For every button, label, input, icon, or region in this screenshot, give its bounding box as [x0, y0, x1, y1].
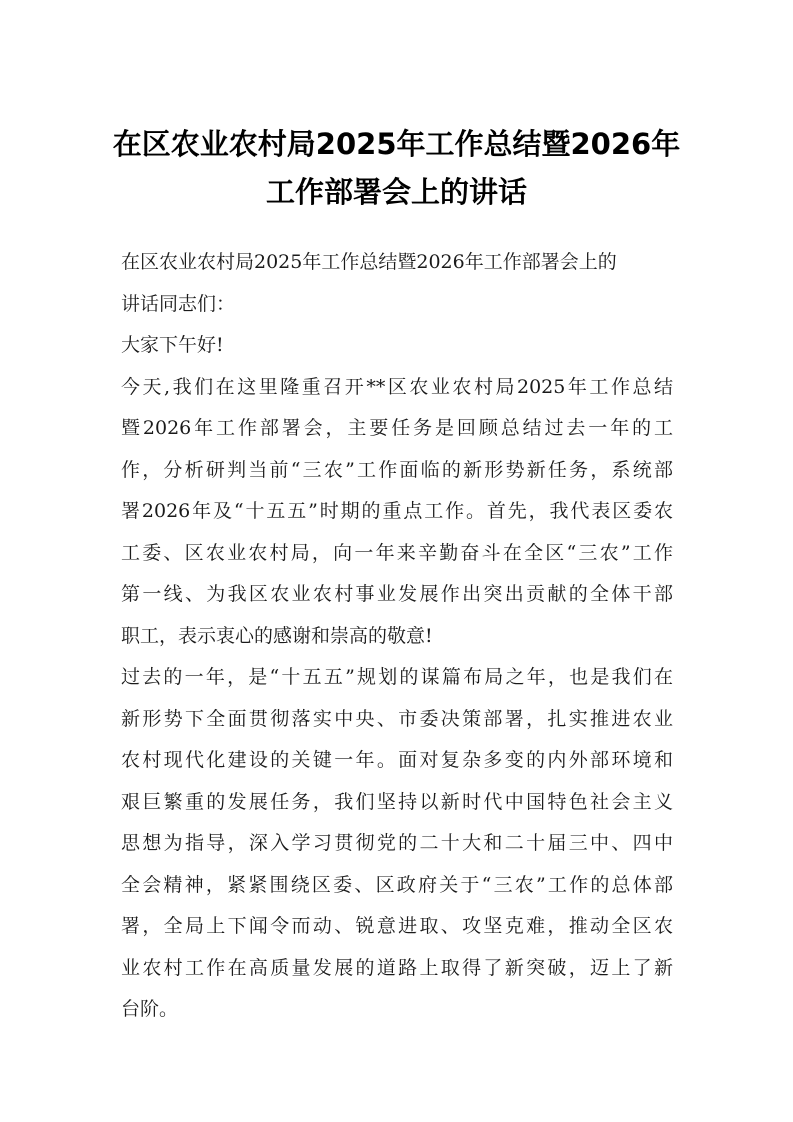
- text-line: 在区农业农村局2025年工作总结暨2026年工作部署会上的: [121, 251, 617, 273]
- document-title-line-1: 在区农业农村局2025年工作总结暨2026年: [112, 127, 681, 161]
- text-line: 农村现代化建设的关键一年。面对复杂多变的内外部环境和: [121, 749, 673, 771]
- text-line: 作，分析研判当前“三农”工作面临的新形势新任务，系统部: [121, 458, 673, 481]
- text-line: 业农村工作在高质量发展的道路上取得了新突破，迈上了新: [121, 956, 673, 979]
- text-line: 过去的一年，是“十五五”规划的谋篇布局之年，也是我们在: [121, 666, 673, 688]
- document-title-line-2: 工作部署会上的讲话: [265, 175, 527, 209]
- text-line: 全会精神，紧紧围绕区委、区政府关于“三农”工作的总体部: [121, 873, 673, 896]
- text-line: 工委、区农业农村局，向一年来辛勤奋斗在全区“三农”工作: [121, 541, 673, 564]
- text-line: 职工，表示衷心的感谢和崇高的敬意!: [121, 624, 433, 647]
- text-line: 艰巨繁重的发展任务，我们坚持以新时代中国特色社会主义: [121, 790, 673, 813]
- text-line: 署2026年及“十五五”时期的重点工作。首先，我代表区委农: [121, 500, 673, 522]
- text-line: 今天,我们在这里隆重召开**区农业农村局2025年工作总结: [121, 375, 673, 398]
- text-line: 大家下午好!: [121, 334, 224, 356]
- document-body: [121, 242, 673, 1031]
- text-line: 署，全局上下闻令而动、锐意进取、攻坚克难，推动全区农: [121, 915, 673, 937]
- text-line: 思想为指导，深入学习贯彻党的二十大和二十届三中、四中: [121, 832, 673, 854]
- text-line: 讲话同志们：: [121, 292, 236, 315]
- text-line: 新形势下全面贯彻落实中央、市委决策部署，扎实推进农业: [121, 707, 673, 730]
- text-line: 第一线、为我区农业农村事业发展作出突出贡献的全体干部: [121, 583, 673, 605]
- text-line: 台阶。: [121, 998, 179, 1020]
- text-line: 暨2026年工作部署会，主要任务是回顾总结过去一年的工: [121, 417, 673, 439]
